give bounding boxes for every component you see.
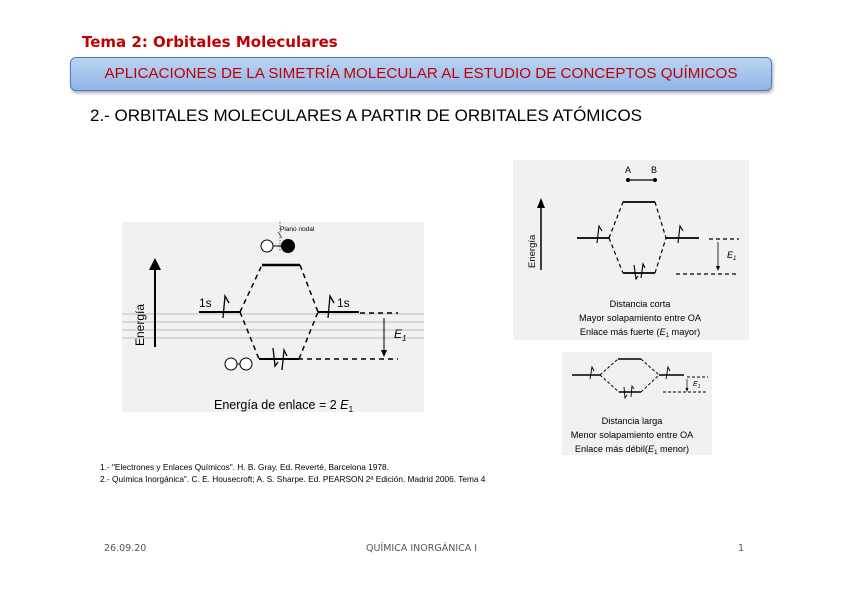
bonding-lobe-icon — [225, 358, 237, 370]
short-line1: Distancia corta — [609, 299, 671, 309]
title-banner — [70, 57, 772, 91]
references — [100, 461, 485, 485]
energy-marker-2: E — [727, 250, 734, 260]
short-line2: Mayor solapamiento entre OA — [578, 313, 702, 323]
long-line1: Distancia larga — [601, 416, 663, 426]
orbital-label-right: 1s — [337, 296, 350, 310]
svg-text:E1: $E_1$ — [693, 381, 701, 390]
long-line3: Enlace más $débil(E_1$ menor) — [574, 444, 690, 456]
axis-label-2: Energía — [527, 234, 538, 268]
energy-marker: E — [394, 327, 403, 341]
banner-text: APLICACIONES DE LA SIMETRÍA MOLECULAR AL ESTUDIO DE CONCEPTOS QUÍMICOS — [104, 65, 738, 82]
reference-1: 1.- "Electrones y Enlaces Químicos". H. B. Gray. Ed. Reverté, Barcelona 1978. — [100, 462, 389, 472]
bonding-lobe-icon-2 — [240, 358, 252, 370]
svg-text:E1 — [394, 327, 406, 343]
footer-course: QUÍMICA INORGÁNICA I — [366, 543, 478, 554]
short-line3: Enlace más fuerte ($E_1$ mayor) — [579, 327, 701, 339]
long-distance-diagram — [562, 352, 712, 456]
node-plane-label: Plano nodal — [280, 226, 315, 233]
energy-marker-sub: 1 — [402, 334, 407, 343]
orbital-label-left: 1s — [199, 296, 212, 310]
footer-date: 26.09.20 — [104, 543, 147, 554]
axis-label: Energía — [133, 303, 147, 346]
mo-diagram — [122, 222, 424, 414]
atom-a-label: A — [625, 165, 632, 175]
section-title: 2.- ORBITALES MOLECULARES A PARTIR DE ORBITALES ATÓMICOS — [90, 106, 643, 125]
atom-b-label: B — [651, 165, 658, 175]
long-line2: Menor solapamiento entre OA — [570, 430, 694, 440]
energy-marker-3: E — [693, 381, 698, 388]
page-number: 1 — [738, 543, 745, 554]
antibonding-lobe-icon — [261, 240, 273, 252]
svg-text:E1: $E_1$ — [727, 250, 737, 262]
antibonding-lobe-filled-icon — [281, 239, 295, 253]
topic-heading: Tema 2: Orbitales Moleculares — [82, 33, 338, 51]
bond-energy-caption: Energía de enlace = 2 $E_1$ — [214, 398, 354, 414]
short-distance-diagram — [513, 160, 749, 342]
reference-2: 2.- Química Inorgánica". C. E. Housecroft; A. S. Sharpe. Ed. PEARSON 2ª Edición. Madrid 2006. Tema 4 — [100, 474, 486, 484]
